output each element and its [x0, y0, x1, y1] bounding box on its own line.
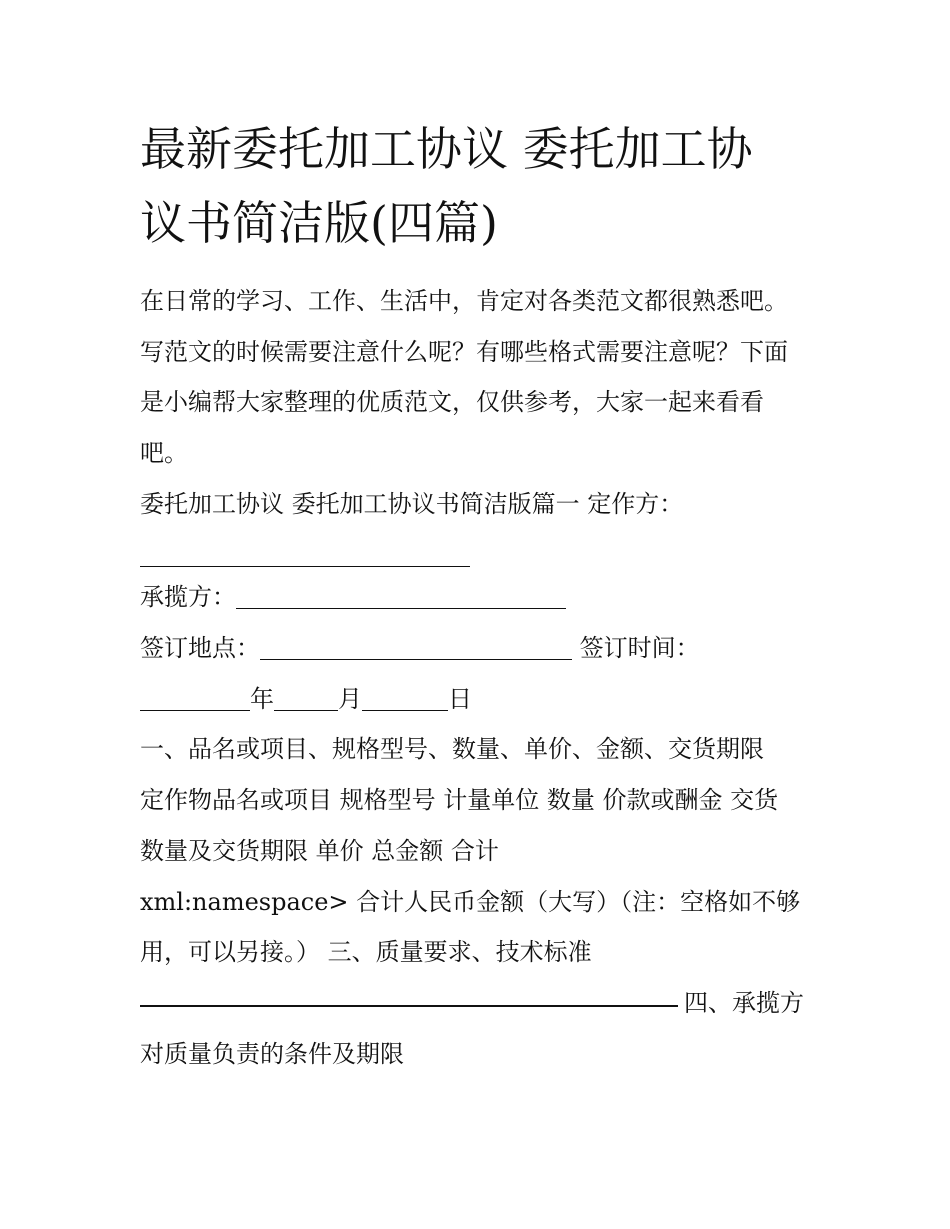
document-title [140, 112, 820, 260]
quality-standard-rule [140, 1004, 678, 1007]
intro-line-4: 吧。 [140, 439, 188, 467]
clause2-line-2: 用，可以另接。） 三、质量要求、技术标准 [140, 938, 592, 966]
contractor-label: 承揽方： [140, 583, 236, 611]
clause4-line-1 [140, 978, 804, 1028]
clause2-line-1: xml:namespace> 合计人民币金额（大写）（注：空格如不够 [140, 888, 801, 916]
intro-line-2: 写范文的时候需要注意什么呢？有哪些格式需要注意呢？下面 [140, 338, 788, 366]
clause1-line-2: 定作物品名或项目 规格型号 计量单位 数量 价款或酬金 交货 [140, 786, 779, 814]
clause1-line-3: 数量及交货期限 单价 总金额 合计 [140, 837, 499, 865]
client-name-blank [140, 565, 470, 567]
clause4-line-2: 对质量负责的条件及期限 [140, 1040, 404, 1068]
contractor-line [140, 572, 566, 622]
sign-time-label: 签订时间： [579, 634, 700, 662]
year-label: 年 [250, 685, 274, 713]
day-label: 日 [448, 685, 472, 713]
section1-heading: 委托加工协议 委托加工协议书简洁版篇一 定作方： [140, 490, 684, 518]
month-blank [274, 709, 338, 711]
contractor-blank [236, 607, 566, 609]
intro-line-3: 是小编帮大家整理的优质范文，仅供参考，大家一起来看看 [140, 388, 764, 416]
clause1-line-1: 一、品名或项目、规格型号、数量、单价、金额、交货期限 [140, 735, 764, 763]
sign-place-line [140, 623, 700, 673]
title-line-2: 议书简洁版(四篇) [140, 196, 498, 250]
day-blank [362, 709, 448, 711]
intro-line-1: 在日常的学习、工作、生活中，肯定对各类范文都很熟悉吧。 [140, 287, 788, 315]
date-line [140, 674, 472, 724]
title-line-1: 最新委托加工协议 委托加工协 [140, 122, 753, 176]
year-blank [140, 709, 250, 711]
sign-place-blank [260, 658, 572, 660]
sign-place-label: 签订地点： [140, 634, 260, 662]
month-label: 月 [338, 685, 362, 713]
clause4-heading: 四、承揽方 [684, 989, 804, 1017]
